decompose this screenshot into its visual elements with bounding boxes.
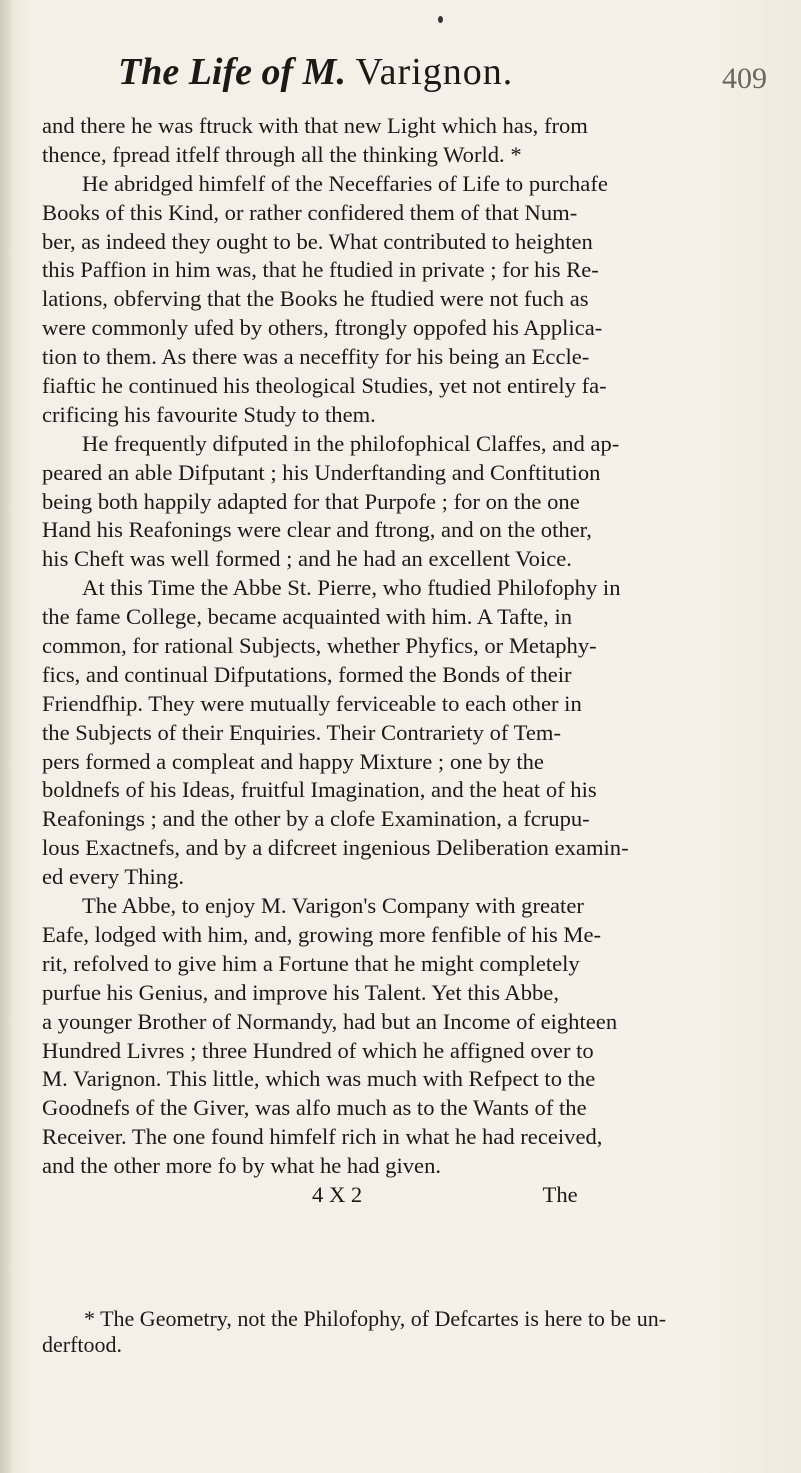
text-line: M. Varignon. This little, which was much with Refpect to the <box>42 1066 596 1092</box>
text-line: Reafonings ; and the other by a clofe Examination, a fcrupu- <box>42 806 590 832</box>
ink-mark <box>438 16 443 23</box>
text-line: ber, as indeed they ought to be. What contributed to heighten <box>42 228 593 254</box>
text-line: were commonly ufed by others, ftrongly oppofed his Applica- <box>42 315 603 341</box>
text-line: the fame College, became acquainted with him. A Tafte, in <box>42 604 573 630</box>
text-line: peared an able Difputant ; his Underftanding and Conftitution <box>42 459 601 485</box>
text-line: his Cheft was well formed ; and he had an excellent Voice. <box>42 546 572 572</box>
text-line: lous Exactnefs, and by a difcreet ingenious Deliberation examin- <box>42 835 629 861</box>
text-line: being both happily adapted for that Purpofe ; for on the one <box>42 488 580 514</box>
text-line: ed every Thing. <box>42 864 185 890</box>
text-line: common, for rational Subjects, whether Phyfics, or Metaphy- <box>42 633 597 659</box>
text-line: fics, and continual Difputations, formed the Bonds of their <box>42 661 572 687</box>
header-name: Varignon. <box>355 51 514 93</box>
text-line: Goodnefs of the Giver, was alfo much as to the Wants of the <box>42 1095 587 1121</box>
text-line: and there he was ftruck with that new Light which has, from <box>42 113 588 138</box>
text-line: He frequently difputed in the philofophical Claffes, and ap- <box>82 430 620 456</box>
text-line: Eafe, lodged with him, and, growing more fenfible of his Me- <box>42 921 602 947</box>
text-line: tion to them. As there was a neceffity for his being an Eccle- <box>42 344 590 370</box>
text-line: At this Time the Abbe St. Pierre, who ftudied Philofophy in <box>82 575 621 601</box>
text-line: Hand his Reafonings were clear and ftrong, and on the other, <box>42 517 592 543</box>
catchword-line: 4 X 2 The <box>312 1181 578 1207</box>
text-line: this Paffion in him was, that he ftudied in private ; for his Re- <box>42 257 599 283</box>
body-text <box>42 112 764 1210</box>
text-line: the Subjects of their Enquiries. Their Contrariety of Tem- <box>42 719 561 745</box>
footnote <box>42 1306 764 1358</box>
text-line: The Abbe, to enjoy M. Varigon's Company with greater <box>82 893 584 919</box>
text-line: and the other more fo by what he had given. <box>42 1153 442 1179</box>
footnote-line: derftood. <box>42 1332 123 1357</box>
text-line: purfue his Genius, and improve his Talent. Yet this Abbe, <box>42 979 559 1005</box>
text-line: Friendfhip. They were mutually ferviceable to each other in <box>42 690 582 716</box>
text-line: crificing his favourite Study to them. <box>42 401 376 427</box>
binding-shadow <box>0 0 14 1473</box>
running-header <box>118 50 678 110</box>
text-line: boldnefs of his Ideas, fruitful Imagination, and the heat of his <box>42 777 597 803</box>
text-line: a younger Brother of Normandy, had but an Income of eighteen <box>42 1008 618 1034</box>
text-line: Books of this Kind, or rather confidered them of that Num- <box>42 199 578 225</box>
text-line: fiaftic he continued his theological Studies, yet not entirely fa- <box>42 373 607 399</box>
text-line: lations, obferving that the Books he ftudied were not fuch as <box>42 286 589 312</box>
header-title: The Life of M. <box>118 51 346 93</box>
footnote-line: * The Geometry, not the Philofophy, of Defcartes is here to be un- <box>84 1306 667 1331</box>
text-line: Receiver. The one found himfelf rich in what he had received, <box>42 1124 603 1150</box>
text-line: thence, fpread itfelf through all the thinking World. * <box>42 141 522 167</box>
page-number: 409 <box>722 62 767 95</box>
text-line: He abridged himfelf of the Neceffaries of Life to purchafe <box>82 170 608 196</box>
text-line: pers formed a compleat and happy Mixture ; one by the <box>42 748 544 774</box>
text-line: rit, refolved to give him a Fortune that he might completely <box>42 950 580 976</box>
text-line: Hundred Livres ; three Hundred of which he affigned over to <box>42 1037 594 1063</box>
